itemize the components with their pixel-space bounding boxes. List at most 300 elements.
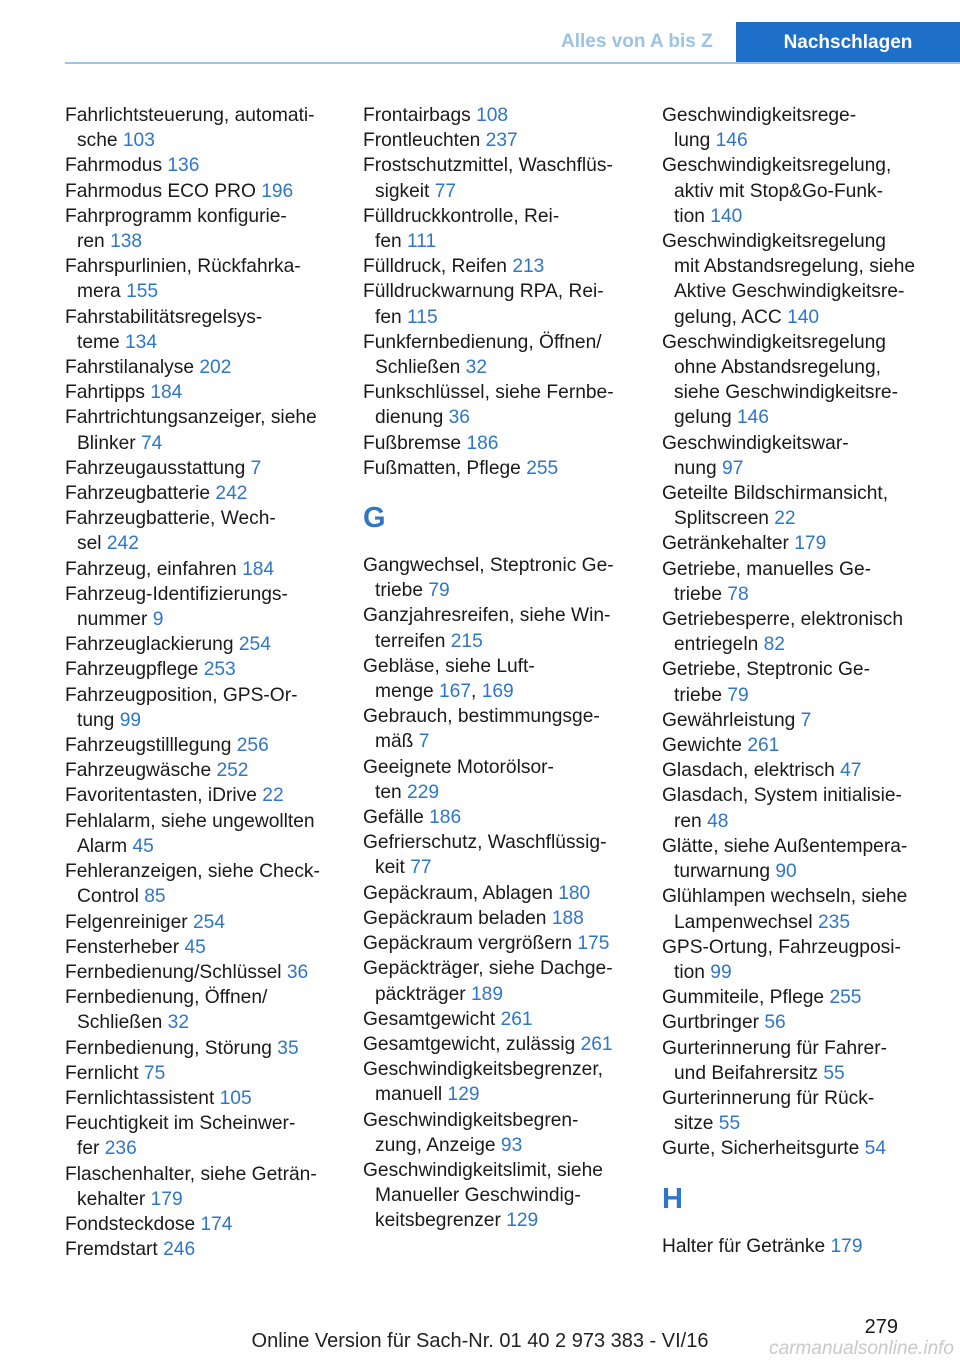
page-reference-link[interactable]: 48 [707,810,729,832]
index-entry-text: Fensterheber [65,936,180,958]
page-reference-link[interactable]: 254 [193,911,226,933]
page-reference-link[interactable]: 146 [715,130,748,152]
index-entry [65,456,341,481]
index-entry-text: Feuchtigkeit im Scheinwer- [65,1113,296,1135]
index-entry [363,805,639,830]
index-entry-text: Fahrstabilitätsregelsys- [65,306,263,328]
page-reference-link[interactable]: 179 [150,1188,183,1210]
page-reference-link[interactable]: 108 [476,105,509,126]
index-entry-text: Fußbremse [363,432,462,454]
page-reference-link[interactable]: 261 [500,1008,533,1030]
index-entry-text: gelung [674,407,732,429]
page-reference-link[interactable]: 45 [184,936,206,958]
index-entry [363,380,639,430]
index-entry-text: ren [674,810,702,832]
index-entry-text: Fehlalarm, siehe ungewollten [65,810,315,832]
index-entry [363,330,639,380]
index-entry [363,1057,639,1107]
index-entry-text: ten [375,781,402,803]
index-entry-text: Blinker [77,432,136,454]
index-entry-text: mera [77,281,121,303]
page-reference-link[interactable]: 129 [506,1210,539,1232]
index-entry-text: Alarm [77,835,128,857]
page-reference-link[interactable]: 55 [823,1062,845,1084]
index-entry [662,733,938,758]
page-reference-link[interactable]: 99 [119,709,142,731]
index-entry-text: GPS-Ortung, Fahrzeugposi- [662,936,901,958]
index-entry [65,910,341,935]
index-entry-text: Gewährleistung [662,709,796,731]
index-entry [65,355,341,380]
index-entry [363,755,639,805]
index-entry-text: Fahrzeugbatterie [65,483,211,505]
index-entry-text: Gurtbringer [662,1012,760,1034]
index-entry-text: triebe [674,684,722,706]
index-entry-text: Gangwechsel, Steptronic Ge- [363,555,614,577]
index-entry-text: Geeignete Motorölsor- [363,756,554,778]
index-entry-text: fen [375,306,402,328]
page-reference-link[interactable]: 54 [864,1138,886,1160]
index-entry [65,1111,341,1161]
page-reference-link[interactable]: 97 [722,457,744,479]
index-entry [662,783,938,833]
index-entry-text: entriegeln [674,634,759,656]
index-entry-text: Getriebesperre, elektronisch [662,609,904,631]
index-entry-text: Geschwindigkeitslimit, siehe [363,1159,603,1181]
page-reference-link[interactable]: 78 [727,583,749,605]
page-number: 279 [864,1316,898,1338]
index-entry-text: Gepäckraum beladen [363,907,547,929]
page-reference-link[interactable]: 22 [262,785,284,807]
index-entry-text: Fernlicht [65,1062,139,1084]
index-entry [363,153,639,203]
footer-text: Online Version für Sach-Nr. 01 40 2 973 383 - VI/16 [251,1330,709,1352]
page-reference-link[interactable]: 186 [466,432,499,454]
page-reference-link[interactable]: 189 [471,983,504,1005]
page-reference-link[interactable]: 242 [106,533,139,555]
page-reference-link[interactable]: 253 [203,659,236,681]
index-entry-text: Gesamtgewicht, zulässig [363,1033,576,1055]
index-entry [363,1032,639,1057]
index-entry-text: terreifen [375,630,446,652]
index-entry-text: Frontairbags [363,105,471,126]
index-entry-text: Control [77,886,139,908]
index-entry-text: Glätte, siehe Außentempera- [662,835,908,857]
index-entry-text: mit Abstandsregelung, siehe [674,256,916,278]
index-entry-text: Glasdach, System initialisie- [662,785,902,807]
index-entry-text: Fernbedienung/Schlüssel [65,961,282,983]
index-entry [65,405,341,455]
index-entry-text: Halter für Getränke [662,1235,826,1257]
index-entry [662,103,938,153]
index-entry-text: Getriebe, manuelles Ge- [662,558,872,580]
index-entry [363,603,639,653]
index-entry-text: triebe [674,583,722,605]
index-entry [363,830,639,880]
index-entry-text: Schließen [375,357,461,379]
index-entry-text: Gefrierschutz, Waschflüssig- [363,832,607,854]
page-reference-link[interactable]: 99 [710,961,732,983]
page-reference-link[interactable]: 36 [448,407,470,429]
index-entry-text: Fahrzeugpflege [65,659,199,681]
index-entry-text: Glühlampen wechseln, siehe [662,886,908,908]
index-entry-text: keit [375,857,405,879]
page-reference-link[interactable]: 138 [110,231,143,253]
page-reference-link[interactable]: 237 [485,130,518,152]
page-reference-link[interactable]: 179 [794,533,827,555]
index-entry-text: Fernlichtassistent [65,1087,215,1109]
index-entry [662,431,938,481]
index-entry [363,906,639,931]
index-entry-text: Fülldruckwarnung RPA, Rei- [363,281,604,303]
page-reference-link[interactable]: 261 [580,1033,613,1055]
index-entry-text: Fernbedienung, Öffnen/ [65,987,268,1009]
page-reference-link[interactable]: 134 [125,331,158,353]
index-entry-text: tung [77,709,115,731]
page-reference-link[interactable]: 180 [558,882,591,904]
page-reference-link[interactable]: 254 [238,634,271,656]
page-reference-link[interactable]: 129 [447,1084,480,1106]
page-reference-link[interactable]: 7 [800,709,812,731]
index-entry-text: manuell [375,1084,443,1106]
page-reference-link[interactable]: 85 [144,886,166,908]
index-entry [363,254,639,279]
index-entry-text: Splitscreen [674,508,769,530]
page-reference-link[interactable]: 45 [132,835,154,857]
page-reference-link[interactable]: 140 [710,205,743,227]
index-entry-text: Favoritentasten, iDrive [65,785,257,807]
index-entry-text: ohne Abstandsregelung, [674,357,881,379]
index-entry [65,859,341,909]
index-entry-text: keitsbegrenzer [375,1210,501,1232]
index-entry-text: gelung, ACC [674,306,782,328]
index-entry-text: Fahrzeuglackierung [65,634,234,656]
index-entry-text: Lampenwechsel [674,911,813,933]
index-entry-text: siehe Geschwindigkeitsre- [674,382,898,404]
index-entry-text: sel [77,533,102,555]
page-reference-link[interactable]: 32 [465,357,488,379]
index-entry [65,985,341,1035]
index-entry [363,128,639,153]
index-entry [662,229,938,330]
chapter-tab[interactable]: Nachschlagen [736,22,960,64]
page-reference-link[interactable]: 74 [141,432,163,454]
index-entry [363,103,639,128]
page-reference-link[interactable]: 255 [829,987,862,1009]
index-entry-text: Getränkehalter [662,533,789,555]
index-entry [363,1007,639,1032]
index-entry [363,456,639,481]
index-entry-text: Fahrzeug-Identifizierungs- [65,583,288,605]
page-reference-link[interactable]: 36 [286,961,309,983]
index-entry [65,935,341,960]
index-entry [363,704,639,754]
index-entry [65,1212,341,1237]
index-entry [65,657,341,682]
page-reference-link[interactable]: 184 [150,382,183,404]
index-entry-text: Gebläse, siehe Luft- [363,655,535,677]
page-reference-link[interactable]: 174 [200,1213,233,1235]
index-entry-text: Fahrzeugstilllegung [65,735,232,757]
index-entry [363,956,639,1006]
index-entry [65,683,341,733]
index-entry [662,758,938,783]
index-entry-text: Geschwindigkeitswar- [662,432,849,454]
header-rule [65,62,960,64]
index-entry-text: tion [674,961,705,983]
page-reference-link[interactable]: 111 [407,231,437,253]
page-reference-link[interactable]: 202 [199,357,232,379]
page-reference-link[interactable]: 79 [727,684,749,706]
index-entry-text: Fondsteckdose [65,1213,196,1235]
index-entry [65,204,341,254]
index-entry-text: Aktive Geschwindigkeitsre- [674,281,905,303]
index-entry [662,481,938,531]
page-reference-link[interactable]: 236 [104,1138,137,1160]
index-entry [662,985,938,1010]
index-entry [662,708,938,733]
index-entry [662,607,938,657]
index-entry-text: sche [77,130,118,152]
page-reference-link[interactable]: 140 [787,306,820,328]
index-entry [662,1036,938,1086]
index-entry-text: Manueller Geschwindig- [375,1185,581,1207]
index-entry [65,758,341,783]
index-entry-text: mäß [375,731,414,753]
page-reference-link[interactable]: 255 [526,457,559,479]
index-entry-text: teme [77,331,120,353]
index-entry-text: Gefälle [363,807,424,829]
index-entry [363,431,639,456]
index-entry [662,657,938,707]
index-entry-text: Fahrmodus [65,155,163,177]
page-reference-link[interactable]: 229 [407,781,440,803]
index-entry-text: ren [77,231,105,253]
page-reference-link[interactable]: 188 [551,907,584,929]
index-entry-text: menge [375,681,434,703]
index-entry-text: Fahrzeugausstattung [65,457,246,479]
index-entry [65,1237,341,1262]
page-reference-link[interactable]: 146 [736,407,769,429]
index-entry-text: Gepäckträger, siehe Dachge- [363,958,613,980]
index-entry [65,1086,341,1111]
index-entry-text: Frostschutzmittel, Waschflüs- [363,155,613,177]
index-entry [65,733,341,758]
page-reference-link[interactable]: 242 [215,483,248,505]
index-entry-text: Gepäckraum vergrößern [363,933,573,955]
index-entry-text: Geschwindigkeitsbegren- [363,1109,579,1131]
index-entry-text: Getriebe, Steptronic Ge- [662,659,870,681]
page-reference-link[interactable]: 22 [774,508,796,530]
page-reference-link[interactable]: 235 [818,911,851,933]
page-reference-link[interactable]: 186 [429,807,462,829]
section-title: Alles von A bis Z [561,31,713,52]
page-reference-link[interactable]: 175 [577,933,610,955]
page-reference-link[interactable]: 136 [167,155,200,177]
page-reference-link[interactable]: 35 [277,1037,299,1059]
index-entry-text: Gepäckraum, Ablagen [363,882,553,904]
index-entry [65,557,341,582]
index-entry [65,1061,341,1086]
page-reference-link[interactable]: 32 [167,1012,190,1034]
index-entry-text: Fahrzeug, einfahren [65,558,237,580]
index-entry-text: Fahrzeugbatterie, Wech- [65,508,276,530]
page-reference-link[interactable]: 179 [830,1235,863,1257]
index-entry-text: Fahrspurlinien, Rückfahrka- [65,256,301,278]
index-entry [662,1234,938,1259]
index-entry-text: Gewichte [662,735,742,757]
index-entry [662,834,938,884]
index-entry-text: Geschwindigkeitsregelung [662,231,886,253]
index-entry-text: Geschwindigkeitsregelung [662,331,886,353]
page-reference-link[interactable]: 246 [163,1239,196,1261]
page-reference-link[interactable]: 196 [261,180,294,202]
index-entry-text: dienung [375,407,444,429]
index-entry-text: nung [674,457,717,479]
index-entry-text: Fülldruck, Reifen [363,256,507,278]
index-entry [65,632,341,657]
index-column-2 [363,103,639,1234]
page-reference-link[interactable]: 105 [219,1087,252,1109]
index-letter-heading: G [363,502,386,535]
index-entry [65,809,341,859]
index-entry-text: triebe [375,580,423,602]
page-reference-link[interactable]: 215 [450,630,483,652]
index-entry-text: Geschwindigkeitsrege- [662,105,857,126]
index-entry-text: Fußmatten, Pflege [363,457,521,479]
index-entry-text: Gurterinnerung für Fahrer- [662,1037,888,1059]
index-entry [65,1162,341,1212]
index-entry [662,1086,938,1136]
page-reference-link[interactable]: 77 [410,857,432,879]
index-entry-text: und Beifahrersitz [674,1062,818,1084]
index-entry [662,935,938,985]
page-reference-link[interactable]: 256 [236,735,269,757]
index-entry-text: Ganzjahresreifen, siehe Win- [363,605,611,627]
page-reference-link[interactable]: 75 [143,1062,166,1084]
index-entry-text: Fehleranzeigen, siehe Check- [65,861,320,883]
page-reference-link[interactable]: 213 [512,256,545,278]
index-entry [662,557,938,607]
index-entry-text: Fahrzeugposition, GPS-Or- [65,684,298,706]
page-reference-link[interactable]: 56 [764,1012,786,1034]
page-reference-link[interactable]: 261 [747,735,780,757]
page-reference-link[interactable]: 103 [122,130,155,152]
index-column-3 [662,103,938,1259]
index-entry-text: zung, Anzeige [375,1134,496,1156]
index-entry [65,1036,341,1061]
page-reference-link[interactable]: 47 [840,760,862,782]
index-entry [65,254,341,304]
index-entry-text: Gurterinnerung für Rück- [662,1087,875,1109]
page-reference-link[interactable]: 90 [775,861,797,883]
index-entry-text: Fahrlichtsteuerung, automati- [65,105,315,126]
index-entry-text: Gummiteile, Pflege [662,987,825,1009]
index-entry [662,330,938,431]
index-entry-text: Fahrprogramm konfigurie- [65,205,287,227]
page-reference-link[interactable]: 93 [500,1134,523,1156]
page-reference-link[interactable]: 55 [718,1113,741,1135]
index-entry [65,153,341,178]
index-column-1 [65,103,341,1262]
index-entry-text: Geschwindigkeitsbegrenzer, [363,1059,603,1081]
page-reference-link[interactable]: 7 [250,457,262,479]
index-letter-heading: H [662,1182,683,1215]
index-entry: Gebläse, siehe Luft- menge 167, 169 [363,655,535,703]
index-entry [65,305,341,355]
index-entry-text: sitze [674,1113,714,1135]
index-entry [65,380,341,405]
index-entry-text: fen [375,231,402,253]
index-entry-text: nummer [77,609,148,631]
index-entry [662,884,938,934]
index-entry-text: Geschwindigkeitsregelung, [662,155,892,177]
index-entry-text: kehalter [77,1188,146,1210]
page-reference-link[interactable]: 77 [434,180,457,202]
index-entry-text: lung [674,130,711,152]
index-entry-text: aktiv mit Stop&Go-Funk- [674,180,883,202]
page-reference-link[interactable]: 115 [407,306,438,328]
index-entry-text: päckträger [375,983,466,1005]
index-entry-text: Fremdstart [65,1239,158,1261]
page-reference-link[interactable]: 167 [439,681,472,703]
index-entry [65,582,341,632]
index-entry-text: Fülldruckkontrolle, Rei- [363,205,560,227]
index-entry-text: Gurte, Sicherheitsgurte [662,1138,860,1160]
index-entry-text: Frontleuchten [363,130,481,152]
index-entry-text: Flaschenhalter, siehe Geträn- [65,1163,317,1185]
index-entry [662,1010,938,1035]
page-reference-link[interactable]: 79 [428,580,450,602]
index-entry-text: Funkschlüssel, siehe Fernbe- [363,382,614,404]
index-entry-text: turwarnung [674,861,770,883]
index-entry [65,103,341,153]
index-entry-text: Gebrauch, bestimmungsge- [363,706,600,728]
index-entry-text: tion [674,205,705,227]
index-entry [65,783,341,808]
index-entry-text: Glasdach, elektrisch [662,760,835,782]
page-reference-link[interactable]: 184 [242,558,275,580]
index-entry-text: Fahrmodus ECO PRO [65,180,256,202]
page-reference-link[interactable]: 169 [481,681,514,703]
index-entry [363,204,639,254]
index-entry-text: Gesamtgewicht [363,1008,496,1030]
index-entry [363,881,639,906]
index-entry [65,481,341,506]
page-reference-link[interactable]: 155 [126,281,159,303]
index-entry [65,506,341,556]
index-entry-text: fer [77,1138,100,1160]
index-entry [363,279,639,329]
index-entry [363,553,639,603]
index-entry [363,1158,639,1234]
page-reference-link[interactable]: 82 [763,634,785,656]
page-reference-link[interactable]: 7 [418,731,430,753]
index-entry-text: Schließen [77,1012,163,1034]
index-entry-text: Fahrtipps [65,382,145,404]
page-reference-link[interactable]: 252 [216,760,249,782]
index-entry [65,960,341,985]
index-entry [65,179,341,204]
index-entry-text: Fahrtrichtungsanzeiger, siehe [65,407,317,429]
index-entry-text: Fahrstilanalyse [65,357,195,379]
index-entry-text: Fernbedienung, Störung [65,1037,272,1059]
index-entry-text: Geteilte Bildschirmansicht, [662,483,889,505]
index-entry-text: Fahrzeugwäsche [65,760,212,782]
index-entry [662,531,938,556]
index-entry-text: Felgenreiniger [65,911,188,933]
page-reference-link[interactable]: 9 [152,609,164,631]
